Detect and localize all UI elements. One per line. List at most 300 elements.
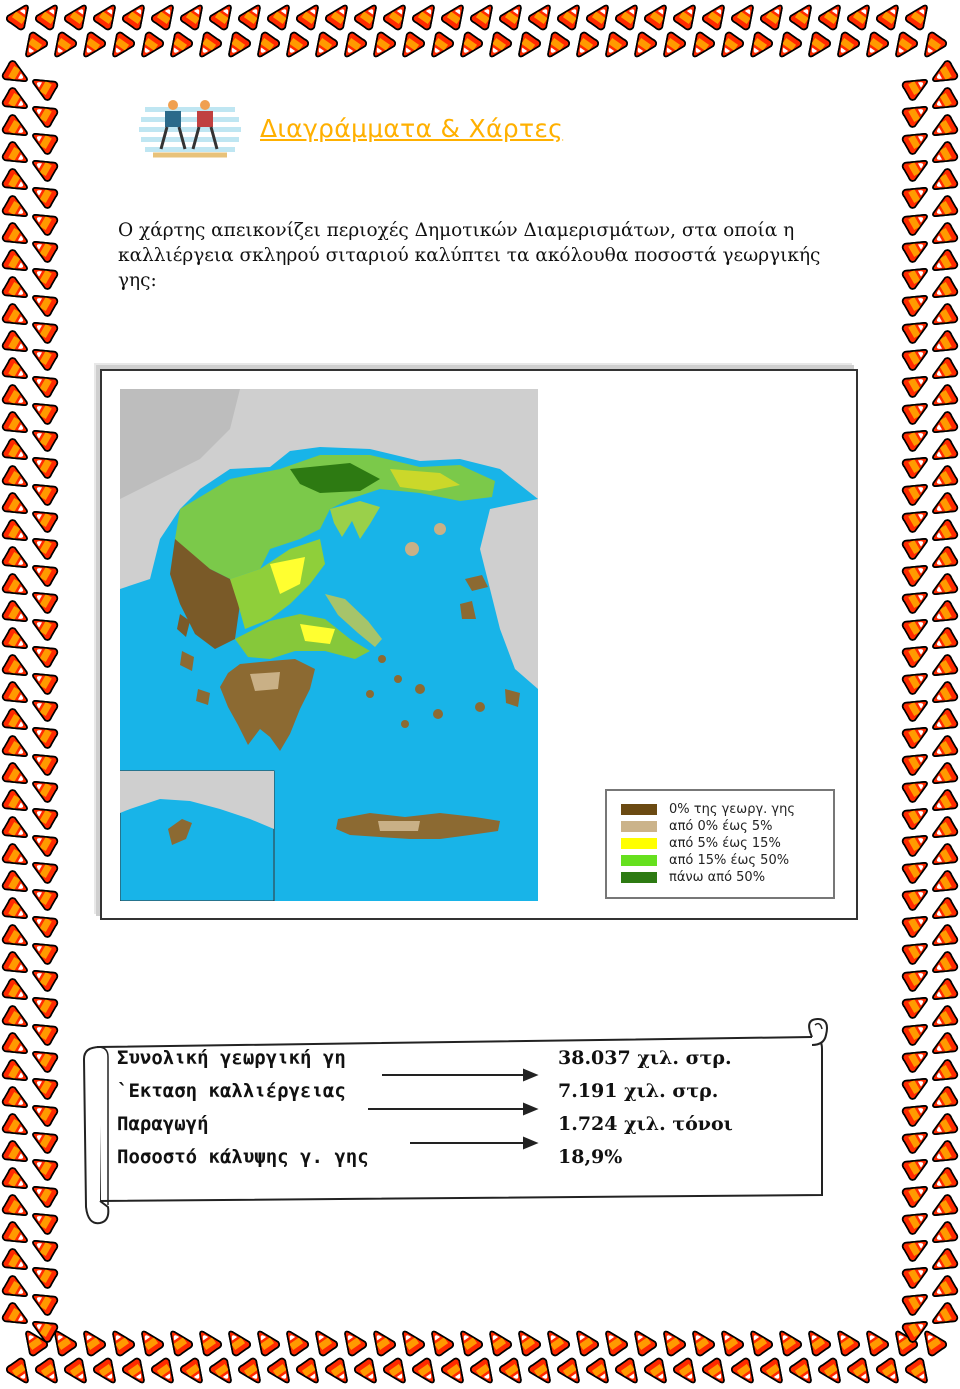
candy-corn-icon [901,909,931,938]
candy-corn-icon [28,666,58,695]
candy-corn-icon [1,168,31,197]
candy-corn-icon [28,234,58,263]
candy-corn-icon [28,639,58,668]
candy-corn-icon [512,1326,542,1357]
candy-corn-icon [928,195,958,224]
candy-corn-icon [1,1032,31,1061]
candy-corn-icon [1,546,31,575]
candy-corn-icon [614,0,644,31]
candy-corn-icon [901,315,931,344]
candy-corn-icon [1,1302,31,1331]
candy-corn-icon [150,0,180,31]
candy-corn-icon [901,1152,931,1181]
candy-corn-icon [353,1357,383,1388]
candy-corn-icon [382,0,412,31]
candy-corn-icon [237,1357,267,1388]
candy-corn-icon [5,0,35,31]
candy-corn-icon [396,31,426,62]
candy-corn-icon [28,450,58,479]
candy-corn-icon [928,411,958,440]
candy-corn-icon [928,870,958,899]
candy-corn-icon [1,843,31,872]
candy-corn-icon [901,585,931,614]
candy-corn-icon [28,1098,58,1127]
candy-corn-icon [657,31,687,62]
legend-item [621,801,795,818]
candy-corn-icon [928,222,958,251]
candy-corn-icon [928,1194,958,1223]
candy-corn-icon [643,0,673,31]
candy-corn-icon [28,774,58,803]
candy-corn-icon [901,855,931,884]
candy-corn-icon [28,126,58,155]
candy-corn-icon [928,816,958,845]
legend-label: 0% της γεωργ. γης [669,802,795,817]
stat-value: 1.724 χιλ. τόνοι [558,1113,733,1135]
candy-corn-icon [599,31,629,62]
candy-corn-icon [28,558,58,587]
candy-corn-icon [92,1357,122,1388]
map-legend [605,789,835,899]
candy-corn-icon [901,369,931,398]
candy-corn-icon [454,31,484,62]
candy-corn-icon [28,1287,58,1316]
candy-corn-icon [179,1357,209,1388]
stat-value: 38.037 χιλ. στρ. [558,1047,732,1069]
candy-corn-icon [901,72,931,101]
candy-corn-icon [901,1017,931,1046]
candy-corn-icon [901,1314,931,1343]
stat-label: Παραγωγή [117,1113,209,1135]
candy-corn-icon [928,249,958,278]
candy-corn-icon [889,1326,919,1357]
candy-corn-icon [63,1357,93,1388]
candy-corn-icon [28,693,58,722]
candy-corn-icon [28,153,58,182]
candy-corn-icon [715,31,745,62]
candy-corn-icon [454,1326,484,1357]
candy-corn-icon [686,31,716,62]
candy-corn-icon [28,72,58,101]
candy-corn-icon [928,303,958,332]
beach-scene-logo-icon [135,97,245,165]
candy-corn-icon [928,654,958,683]
candy-corn-icon [1,1113,31,1142]
candy-corn-icon [1,357,31,386]
candy-corn-icon [901,288,931,317]
candy-corn-icon [860,31,890,62]
candy-corn-icon [34,0,64,31]
candy-corn-icon [901,666,931,695]
candy-corn-icon [237,0,267,31]
candy-corn-icon [193,1326,223,1357]
candy-corn-icon [1,1086,31,1115]
candy-corn-icon [34,1357,64,1388]
candy-corn-icon [527,1357,557,1388]
candy-corn-icon [901,774,931,803]
candy-corn-icon [901,963,931,992]
page-header [130,92,830,172]
candy-corn-icon [1,816,31,845]
candy-corn-icon [1,60,31,89]
candy-corn-icon [773,31,803,62]
candy-corn-icon [338,1326,368,1357]
candy-corn-icon [901,1179,931,1208]
candy-corn-icon [614,1357,644,1388]
candy-corn-icon [901,1287,931,1316]
candy-corn-icon [411,1357,441,1388]
candy-corn-icon [599,1326,629,1357]
candy-corn-icon [1,141,31,170]
candy-corn-icon [1,303,31,332]
candy-corn-icon [918,31,948,62]
candy-corn-icon [901,261,931,290]
candy-corn-icon [1,735,31,764]
candy-corn-icon [1,330,31,359]
intro-paragraph: Ο χάρτης απεικονίζει περιοχές Δημοτικών Διαμερισμάτων, στα οποία η καλλιέργεια σκληρού σιταριού καλύπτει τα ακόλουθα ποσοστά γεωργικής γης: [118,220,821,291]
stat-label: Συνολική γεωργική γη [117,1047,346,1069]
candy-corn-icon [28,504,58,533]
candy-corn-icon [440,1357,470,1388]
candy-corn-icon [28,936,58,965]
candy-corn-icon [469,0,499,31]
candy-corn-icon [901,99,931,128]
candy-corn-icon [556,1357,586,1388]
candy-corn-icon [106,1326,136,1357]
candy-corn-icon [918,1326,948,1357]
candy-corn-icon [1,87,31,116]
candy-corn-icon [1,276,31,305]
candy-corn-icon [266,1357,296,1388]
stat-label: `Εκταση καλλιέργειας [117,1080,346,1102]
candy-corn-icon [527,0,557,31]
candy-corn-icon [28,801,58,830]
candy-corn-icon [928,708,958,737]
candy-corn-icon [28,882,58,911]
candy-corn-icon [324,1357,354,1388]
candy-corn-icon [759,0,789,31]
candy-corn-icon [831,1326,861,1357]
candy-corn-icon [928,546,958,575]
map-figure [100,369,858,920]
legend-item [621,869,765,886]
candy-corn-icon [28,261,58,290]
candy-corn-icon [135,1326,165,1357]
candy-corn-icon [295,0,325,31]
candy-corn-icon [28,477,58,506]
candy-corn-icon [28,1017,58,1046]
candy-corn-icon [28,612,58,641]
stat-value: 7.191 χιλ. στρ. [558,1080,719,1102]
candy-corn-icon [901,936,931,965]
candy-corn-icon [901,126,931,155]
candy-corn-icon [1,492,31,521]
candy-corn-icon [928,87,958,116]
candy-corn-icon [382,1357,412,1388]
candy-corn-icon [121,0,151,31]
candy-corn-icon [715,1326,745,1357]
candy-corn-icon [266,0,296,31]
candy-corn-icon [657,1326,687,1357]
candy-corn-icon [928,1140,958,1169]
candy-corn-icon [28,1260,58,1289]
candy-corn-icon [28,1071,58,1100]
candy-corn-icon [309,31,339,62]
candy-corn-icon [802,1326,832,1357]
candy-corn-icon [928,438,958,467]
candy-corn-icon [759,1357,789,1388]
candy-corn-icon [411,0,441,31]
candy-corn-icon [1,195,31,224]
legend-swatch [621,838,657,849]
candy-corn-icon [788,1357,818,1388]
candy-corn-icon [788,0,818,31]
candy-corn-icon [928,762,958,791]
candy-corn-icon [875,0,905,31]
candy-corn-icon [28,1125,58,1154]
candy-corn-icon [28,1233,58,1262]
candy-corn-icon [928,573,958,602]
candy-corn-icon [585,1357,615,1388]
legend-swatch [621,855,657,866]
candy-corn-icon [483,31,513,62]
candy-corn-icon [928,681,958,710]
candy-corn-icon [901,396,931,425]
candy-corn-icon [928,492,958,521]
candy-corn-icon [901,747,931,776]
candy-corn-icon [846,0,876,31]
candy-corn-icon [28,963,58,992]
candy-corn-icon [367,1326,397,1357]
candy-corn-icon [28,828,58,857]
candy-corn-icon [901,207,931,236]
candy-corn-icon [901,801,931,830]
legend-label: από 5% έως 15% [669,836,781,851]
candy-corn-icon [928,1113,958,1142]
candy-corn-icon [28,396,58,425]
candy-corn-icon [928,735,958,764]
candy-corn-icon [744,31,774,62]
candy-corn-icon [901,720,931,749]
candy-corn-icon [1,1140,31,1169]
candy-corn-icon [1,249,31,278]
candy-corn-icon [1,762,31,791]
candy-corn-icon [643,1357,673,1388]
candy-corn-icon [19,31,49,62]
candy-corn-icon [164,1326,194,1357]
candy-corn-icon [672,0,702,31]
candy-corn-icon [1,573,31,602]
candy-corn-icon [928,789,958,818]
candy-corn-icon [63,0,93,31]
legend-label: από 15% έως 50% [669,853,790,868]
candy-corn-icon [541,31,571,62]
candy-corn-icon [928,1221,958,1250]
candy-corn-icon [817,0,847,31]
candy-corn-icon [19,1326,49,1357]
candy-corn-icon [28,855,58,884]
candy-corn-icon [1,1167,31,1196]
candy-corn-icon [928,978,958,1007]
candy-corn-icon [1,924,31,953]
candy-corn-icon [28,99,58,128]
candy-corn-icon [701,0,731,31]
candy-corn-icon [686,1326,716,1357]
candy-corn-icon [901,180,931,209]
candy-corn-icon [28,747,58,776]
candy-corn-icon [701,1357,731,1388]
candy-corn-icon [672,1357,702,1388]
legend-swatch [621,804,657,815]
candy-corn-icon [928,600,958,629]
candy-corn-icon [1,789,31,818]
greece-wheat-map [120,389,538,901]
candy-corn-icon [353,0,383,31]
candy-corn-icon [1,519,31,548]
candy-corn-icon [928,357,958,386]
candy-corn-icon [28,369,58,398]
candy-corn-icon [28,1314,58,1343]
legend-item [621,852,789,869]
candy-corn-icon [901,1233,931,1262]
candy-corn-icon [541,1326,571,1357]
candy-corn-icon [1,384,31,413]
candy-corn-icon [440,0,470,31]
candy-corn-icon [585,0,615,31]
candy-corn-icon [425,31,455,62]
candy-corn-icon [928,897,958,926]
candy-corn-icon [928,951,958,980]
page-title: Διαγράμματα & Χάρτες [260,114,564,143]
candy-corn-icon [928,330,958,359]
candy-corn-icon [92,0,122,31]
candy-corn-icon [77,31,107,62]
candy-corn-icon [5,1357,35,1388]
candy-corn-icon [802,31,832,62]
candy-corn-icon [928,627,958,656]
candy-corn-icon [928,168,958,197]
candy-corn-icon [901,693,931,722]
legend-swatch [621,872,657,883]
candy-corn-icon [28,720,58,749]
candy-corn-icon [901,612,931,641]
candy-corn-icon [928,465,958,494]
candy-corn-icon [928,1059,958,1088]
candy-corn-icon [396,1326,426,1357]
candy-corn-icon [367,31,397,62]
candy-corn-icon [846,1357,876,1388]
candy-corn-icon [1,1005,31,1034]
stat-value: 18,9% [558,1146,623,1168]
candy-corn-icon [1,465,31,494]
candy-corn-icon [28,1044,58,1073]
candy-corn-icon [1,1194,31,1223]
candy-corn-icon [425,1326,455,1357]
candy-corn-icon [928,1167,958,1196]
candy-corn-icon [904,1357,934,1388]
stat-label: Ποσοστό κάλυψης γ. γης [117,1146,369,1168]
candy-corn-icon [324,0,354,31]
candy-corn-icon [1,1221,31,1250]
candy-corn-icon [1,1059,31,1088]
candy-corn-icon [901,990,931,1019]
candy-corn-icon [901,1125,931,1154]
candy-corn-icon [208,1357,238,1388]
candy-corn-icon [498,0,528,31]
candy-corn-icon [901,153,931,182]
candy-corn-icon [28,315,58,344]
candy-corn-icon [483,1326,513,1357]
candy-corn-icon [901,477,931,506]
candy-corn-icon [901,234,931,263]
candy-corn-icon [28,180,58,209]
candy-corn-icon [628,1326,658,1357]
candy-corn-icon [1,870,31,899]
candy-corn-icon [28,531,58,560]
candy-corn-icon [28,1179,58,1208]
legend-label: από 0% έως 5% [669,819,773,834]
candy-corn-icon [928,924,958,953]
legend-swatch [621,821,657,832]
candy-corn-icon [1,1275,31,1304]
candy-corn-icon [928,114,958,143]
candy-corn-icon [1,222,31,251]
candy-corn-icon [280,1326,310,1357]
candy-corn-icon [222,31,252,62]
candy-corn-icon [928,60,958,89]
candy-corn-icon [150,1357,180,1388]
candy-corn-icon [512,31,542,62]
candy-corn-icon [1,897,31,926]
candy-corn-icon [928,1086,958,1115]
legend-item [621,818,773,835]
candy-corn-icon [928,276,958,305]
candy-corn-icon [901,882,931,911]
candy-corn-icon [1,951,31,980]
candy-corn-icon [730,1357,760,1388]
candy-corn-icon [901,1206,931,1235]
legend-item [621,835,781,852]
candy-corn-icon [817,1357,847,1388]
candy-corn-icon [556,0,586,31]
candy-corn-icon [570,31,600,62]
candy-corn-icon [1,654,31,683]
candy-corn-icon [1,978,31,1007]
candy-corn-icon [889,31,919,62]
candy-corn-icon [1,1248,31,1277]
candy-corn-icon [928,384,958,413]
candy-corn-icon [1,708,31,737]
candy-corn-icon [901,1260,931,1289]
candy-corn-icon [901,558,931,587]
candy-corn-icon [309,1326,339,1357]
candy-corn-icon [1,627,31,656]
candy-corn-icon [1,114,31,143]
candy-corn-icon [106,31,136,62]
candy-corn-icon [28,207,58,236]
candy-corn-icon [338,31,368,62]
candy-corn-icon [28,990,58,1019]
candy-corn-icon [860,1326,890,1357]
candy-corn-icon [901,531,931,560]
legend-label: πάνω από 50% [669,870,766,885]
candy-corn-icon [831,31,861,62]
candy-corn-icon [28,423,58,452]
candy-corn-icon [901,1071,931,1100]
candy-corn-icon [928,1032,958,1061]
candy-corn-icon [208,0,238,31]
candy-corn-icon [48,1326,78,1357]
